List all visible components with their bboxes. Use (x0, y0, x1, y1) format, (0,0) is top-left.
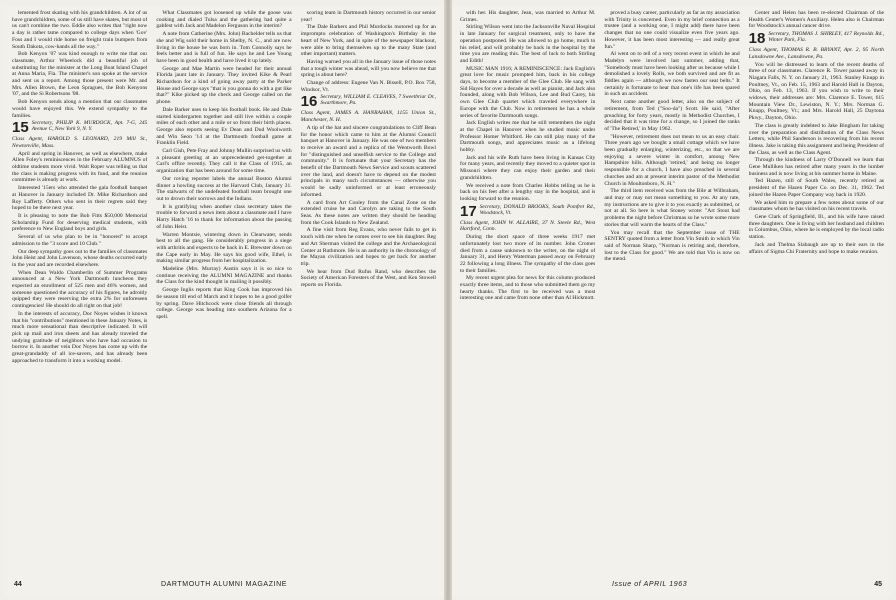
left-footer (14, 581, 434, 591)
paragraph: Center and Helen has been re-elected Chairman of the Health Center's Women's Auxiliary. Helen also is Chairman for Woodstock's annual cancer drive. (748, 10, 884, 30)
secretary-line: Secretary, DONALD BROOKS, South Pomfret Rd., Woodstock, Vt. (479, 203, 596, 216)
paragraph: You will be distressed to learn of the recent deaths of three of our classmates. Clarence R. Tower passed away in Niagara Falls, N. Y. on January 21, 1963. Stanley Knupp in Poultney, Vt., on Feb. 15, 1963 and Harold Hall in Dayton, Ohio, on Feb. 13, 1963. If you wish to write to their widows, their addresses are: Mrs. Clarence E. Tower, 615 Mountain View Dr., Lewiston, N. Y.; Mrs. Norman G. Knupp, Poultney, Vt.; and Mrs. Harold Hall, 25 Daytona Pkwy., Dayton, Ohio. (748, 61, 884, 122)
paragraph: A card from Art Conley from the Canal Zone on the extended cruise he and Carolyn are taking to the South Seas. As these notes are written they should be heading from the Cook Islands to New Zealand. (300, 199, 436, 226)
class-heading (301, 94, 436, 109)
right-column-1 (460, 10, 595, 574)
class-agent-line: Class Agent, THOMAS R. B. BRYANT, Apt. 2, 95 North Lansdowne Ave., Lansdowne, Pa. (748, 47, 884, 60)
paragraph: We hear from Dud Rufus Rand, who describes the Society of American Foresters of the West, and Ken Stowell reports on Florida. (300, 268, 436, 289)
paragraph: What Classmates got loosened up while the goose was cooking and dialed Tulsa and the gathering had quite a gabfest with Jack and Madelon Ferguson in the interim? (156, 10, 292, 30)
right-page (452, 6, 892, 596)
paragraph: Carl Gish, Pete Fray and Johnny Mullin surprised us with a pleasant greeting at an unprecedented get-together at Carl's office recently. They call it the Class of 1915, an organization that has been around for some time. (156, 148, 292, 175)
paragraph: Next came another good letter, also on the subject of retirement, from Ted ("Soo-da") Scott. He said, "After preaching for forty years, mostly in Methodist Churches, I decided that it was time for a change, so I joined the ranks of 'The Retired,' in May 1962. (604, 99, 740, 132)
paragraph: Jack and Thelma Slabaugh are up to their ears in the affairs of Sigma Chi Fraternity and hope to make reunion. (748, 241, 884, 255)
secretary-line: Secretary, PHILIP K. MURDOCK, Apt. 7-G, 245 Avenue C, New York 9, N. Y. (31, 120, 148, 133)
paragraph: We asked him to prepare a few notes about some of our classmates whom he has visited on his recent travels. (748, 199, 884, 213)
paragraph: When Dean Waldo Chamberlin of Summer Programs announced at a New York Dartmouth luncheon they expected an enrollment of 525 men and 46% women, and someone questioned the accuracy of his figures, he adroitly quipped they were reserving the extra 2% for unforeseen contingencies! He should do all right on that job! (12, 269, 148, 310)
paragraph: Warren Montsie, wintering down in Clearwater, sends best to all the gang. He considerably progress in a siege with arthritis and expects to be back in E. Brewster down on the Cape early in May. He says his good wife, Ethel, is making similar progress from her hospitalization. (156, 231, 292, 265)
paragraph: It is pleasing to note the Bob Fitts $50,000 Memorial Scholarship Fund for deserving medical students, with preference to New England boys and girls. (12, 212, 148, 233)
paragraph: Our roving reporter labels the annual Boston Alumni dinner a howling success at the Harvard Club, January 31. The stalwarts of the undefeated football team brought one out to drown their sorrows and the Indians. (156, 175, 292, 202)
paragraph: A note from Catherine (Mrs. John) Bachelder tells us that she and Wig sold their home in Shelby, N. C., and are now living in the house he was born in. Tom Connolly says he feels better and is full of fun. He says he and Lee Young have been in good health and have lived it up lately. (156, 31, 292, 64)
class-heading (12, 120, 147, 135)
paragraph: Having warned you all in the January issue of those notes that a tough winter was ahead, will you now believe me that spring is about here? (300, 58, 436, 79)
issue-title: Issue of APRIL 1963 (612, 581, 688, 588)
secretary-line: Secretary, WILLIAM E. CLEAVES, 7 Sweetbriar Dr., Swarthmore, Pa. (320, 94, 436, 107)
left-columns (12, 10, 436, 574)
page-number: 45 (874, 581, 882, 588)
paragraph: During the short space of three weeks 1917 met unfortunately lost two more of its number. John Cromer died from a cause unknown to the writer, on the night of January 31, and Henry Waterman passed away on February 22 following a long illness. The sympathy of the class goes to their families. (460, 234, 596, 274)
right-columns (460, 10, 884, 574)
class-agent-line: Class Agent, HAROLD S. LEONARD, 219 Mill St., Newtonville, Mass. (12, 136, 148, 149)
left-column-1 (12, 10, 147, 574)
magazine-title: DARTMOUTH ALUMNI MAGAZINE (160, 581, 288, 588)
paragraph: Through the kindness of Larry O'Donnell we learn that Gene Mulliken has retired after many years in the lumber business and is now living at his summer home in Maine. (748, 157, 884, 177)
paragraph: Dale Barker uses to keep his football book. He and Dale started kindergarten together and still live within a couple miles of each other and a mile or so from their birth places. George also reports seeing Ev Dean and Dud Woolworth and Win Seon '14 at the Dartmouth football game at Franklin Field. (156, 106, 292, 147)
paragraph: In the interests of accuracy, Doc Noyes wishes it known that his "contributions" mentioned in these January Notes, is much more sensational than descriptive indicated. It will pick up mail and iron sheets and has already traveled the undying gratitude of neighbors who have had occasion to borrow it. In another vein Doc Noyes has come up with the great-grandaddy of all ice-savers, and has already been approached to transform it into a working model. (12, 310, 148, 364)
class-number: 18 (748, 30, 766, 48)
paragraph: Interested '15ers who attended the gala football banquet at Hanover in January included Dr. Mike Richardson and Roy Lafferty. Others who sent in their regrets said they hoped to be there next year. (12, 185, 148, 212)
paragraph: lemented frost skating with his grandchildren. A lot of us have grandchildren, some of us still have skates, but most of us can't combine the two. Eddie also writes that "right now a day is rather tame compared to college days when 'Gov' Foss and I would ride home on freight train bumpers from South Dakota, cow-hands all the way." (12, 10, 148, 50)
page-number: 44 (14, 581, 22, 588)
paragraph: with her. His daughter, Jean, was married to Arthur M. Grimes. (460, 10, 596, 23)
left-column-2 (156, 10, 291, 574)
paragraph: scoring team in Dartmouth history occurred in our senior year! (300, 10, 436, 23)
paragraph: April and spring in Hanover, as well as elsewhere, make Allen Foley's reminiscences in the February ALUMNUS of oldtime students more vivid. Walt Roper was telling us that the class is making progress with its fund, and the reunion committee is already at work. (12, 150, 148, 184)
paragraph: Stirling Wilson went into the Jacksonville Naval Hospital in late January for surgical treatment, only to have the operation postponed. He was allowed to go home, much to his relief, and will probably be back in the hospital by the time you are reading this. The best of luck to both Stirling and Edith! (460, 24, 596, 64)
class-agent-line: Class Agent, JAMES A. HANRAHAN, 1155 Union St., Manchester, N. H. (300, 110, 436, 124)
class-agent-line: Class Agent, JOHN W. ALLAIRE, 37 N. Steele Rd., West Hartford, Conn. (460, 219, 596, 233)
paragraph: Bob Kenyon '07 was kind enough to write me that our classmate, Arthur Wheelock did a beautiful job of substituting for the minister at the Long Boat Island Chapel at Anna Maria, Fla. The minister's son spoke at the service and sent us a report. Among those present were Mr. and Mrs. Allen Brown, the Leon Spragues, the Bob Kenyons '07, and the Si Robertsons '08. (12, 51, 148, 98)
paragraph: The class is greatly indebted to Jake Bingham for taking over the preparation and distribution of the Class News Letters, while Phil Sanderson is recovering from his recent illness. Jake is taking this assignment and being President of the Class, as well as the Class Agent. (748, 122, 884, 156)
paragraph: We received a note from Charles Hobbs telling us he is back on his feet after a lengthy stay in the hospital, and is looking forward to the reunion. (460, 182, 596, 202)
secretary-line: Secretary, THOMAS J. SHIRLEY, 417 Reynolds Rd., Winter Park, Fla. (768, 31, 884, 44)
class-heading (460, 204, 595, 219)
left-page (4, 6, 444, 596)
class-number: 15 (12, 119, 29, 137)
paragraph: "However, retirement does not mean to us an easy chair. Three years ago we bought a small cottage which we have been gradually enlarging, winterizing, etc., so that we are enjoying a severe winter in comfort, among New Hampshire hills. Although 'retired,' and being no longer responsible for a church, I have also preached in several churches and am at present interim pastor of the Methodist Church in Moultonboro, N. H." (604, 133, 740, 187)
paragraph: George Inglis reports that King Cook has improved his tie season till end of March and it hopes to be a good golfer by spring. Dave Hitchcock were close friends all through college. George was heading into southern Arizona for a spell. (156, 287, 292, 320)
right-column-2 (604, 10, 739, 574)
paragraph: A tip of the hat and sincere congratulations to Cliff Bean for the honor which came to him at the Alumni Council banquet at Hanover in January. He was one of two members to receive an award and a replica of the Wentworth Bowl for "distinguished and unselfish service to the College and community." It is fortunate that your Secretary has the benefit of the Dartmouth News Service and scouts scattered over the land, and doesn't have to depend on the modest principals in many such circumstances — otherwise you would be sadly uninformed or at least erroneously informed. (300, 124, 436, 198)
page-gutter (444, 0, 452, 600)
paragraph: George and Mae Martin were headed for their annual Florida jaunt late in January. They invited Kike & Pearl Richardson for a kind of going away party at the Parker House and George says "that is you gonna do with a gut like that?" Kike picked up the check and George called on the phone. (156, 65, 292, 106)
right-column-3 (749, 10, 884, 574)
right-footer (462, 581, 882, 591)
paragraph: MUSIC MAN 1916; A REMINISCENCE: Jack English's great love for music prompted him, back in his college days, to become a member of the Glee Club. He sang with Sid Hayes for over a decade as well as pianist, and Jack also founded, along with Bob Wilson, Lee and Bud Carey, his own Glee Club quartet which traveled everywhere in Europe with the Club. Now in retirement he has a whole series of favorite Dartmouth songs. (460, 65, 596, 119)
left-column-3 (301, 10, 436, 574)
paragraph: Jack English writes me that he still remembers the night at the Chapel in Hanover when he studied music under Professor Homer Whitford. He can still play many of the Dartmouth songs, and appreciates music as a lifelong hobby. (460, 120, 596, 154)
paragraph: Ted Hazen, still of South Wales, recently retired as president of the Hazen Paper Co. on Dec. 31, 1962. Ted joined the Hazen Paper Company way back in 1920. (748, 178, 884, 198)
paragraph: Our deep sympathy goes out to the families of classmates John Heist and John Lavenson, whose deaths occurred early in the year and are recorded elsewhere. (12, 248, 148, 268)
paragraph: You may recall that the September issue of THE SENTRY quoted from a letter from Vin Smith in which Vin said of Norman Sharp, "Norman is retiring and, therefore, lost to the Class for good." We are told that Vin is now on the mend. (604, 229, 740, 263)
paragraph: Gene Clark of Springfield, Ill., and his wife have raised three daughters. One is living with her husband and children in Columbus, Ohio, where he is employed by the local radio station. (748, 213, 884, 241)
paragraph: Al went on to tell of a very recent event in which he and Madelyn were involved last summer, adding that, "Somebody must have been looking after us because while I demolished a lovely Rolls, we both survived and are fit as fiddles again — although we now fasten our seat belts." It certainly is fortunate to hear that one's life has been spared in such an accident. (604, 51, 740, 98)
paragraph: My recent urgent plea for news for this column produced exactly three items, and to those who submitted them go my hearty thanks. The first to be received was a most interesting one and came from none other than Al Hickmott. (460, 275, 596, 302)
paragraph: The Dale Barkers and Phil Murdocks motored up for an impromptu celebration of Washington's Birthday in the heart of New York, and in spite of the newspaper blackout, were able to bring themselves up to the many State (and other important) matters. (300, 24, 436, 58)
paragraph: Change of address: Eugene Van N. Bissell, P.O. Box 758, Windsor, Vt. (300, 80, 436, 93)
paragraph: A fine visit from Reg Evans, who never fails to get in touch with me when he comes over to see his daughter. Reg and Art Sherman visited the college and the Archaeological Center at Ruthmore. He is an authority in the chronology of the Mayan civilization and hopes to get back for another trip. (300, 227, 436, 267)
paragraph: It is gratifying when another class secretary takes the trouble to forward a news item about a classmate and I have Harry Hatch '16 to thank for information about the passing of John Heist. (156, 203, 292, 230)
paragraph: proved a busy career, particularly as far as my association with Trinity is concerned. Even in my brief connection as a trustee (and a working one, I might add) there have been changes that no one could visualize even five years ago. However, it has been most interesting — and really great fun." (604, 10, 740, 50)
class-number: 16 (300, 93, 318, 111)
paragraph: Madeline (Mrs. Murray) Austin says it is so nice to continue receiving the ALUMNI MAGAZINE and thanks the Class for the kind thought in mailing it possibly. (156, 266, 292, 286)
class-number: 17 (460, 202, 477, 220)
paragraph: Jack and his wife Ruth have been living in Kansas City for many years, and recently they moved to a quieter spot in Missouri where they can enjoy their garden and their grandchildren. (460, 154, 596, 181)
paragraph: Several of us who plan to be in "honored" to accept admission to the "3 score and 10 Club." (12, 234, 148, 247)
paragraph: Bob Kenyon sends along a mention that our classmates would have enjoyed this. We extend sympathy to the families. (12, 99, 148, 119)
class-heading (749, 31, 884, 46)
paragraph: The third item received was from the Bile at Wilbraham, and may or may not mean something to you. At any rate, my instructions are to give it to you exactly as submitted, or not at all. So here is what Stoney wrote: "Art Stout had problems the night before Christmas so he wrote some more stories that will warm the hearts of the Class." (604, 188, 740, 228)
